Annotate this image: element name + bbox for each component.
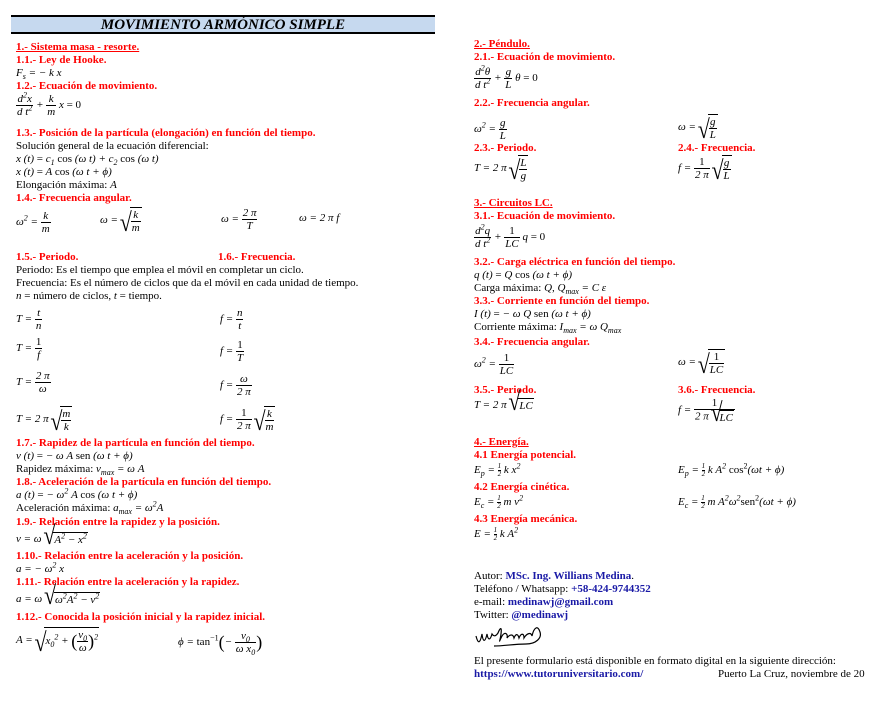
subheading-1-5: 1.5.- Periodo. [16, 251, 79, 263]
formula-lc-motion: $\frac{d^2q}{d t^2}$ + $\frac{1}{LC}$ q = 0 [475, 222, 546, 250]
formula-velocity: v (t) = − ω A sen (ω t + ϕ) [16, 450, 133, 462]
email-link[interactable]: medinawj@gmail.com [507, 596, 614, 608]
subheading-1-6: 1.6.- Frecuencia. [218, 251, 296, 263]
text-frequency-definition: Frecuencia: Es el número de ciclos que da el móvil en cada unidad de tiempo. [16, 277, 359, 289]
formula-mechanical-energy: E = $\frac{1}{2}$ k $A^2$ [474, 525, 519, 542]
text-max-acceleration: Aceleración máxima: $a_{max} = \omega^2A$ [16, 499, 164, 517]
subheading-1-1: 1.1.- Ley de Hooke. [16, 54, 107, 66]
formula-lc-omega: ω = √ $\frac{1}{LC}$ [678, 349, 725, 376]
formula-lc-omega-squared: $\omega^2$ = $\frac{1}{LC}$ [474, 352, 514, 377]
subheading-1-8: 1.8.- Aceleración de la partícula en función del tiempo. [16, 476, 272, 488]
subheading-1-2: 1.2.- Ecuación de movimiento. [16, 80, 158, 92]
formula-frequency-n-t: f = $\frac{n}{t}$ [220, 307, 243, 332]
formula-frequency-1-t: f = $\frac{1}{T}$ [220, 339, 244, 364]
subheading-3-1: 3.1.- Ecuación de movimiento. [474, 210, 616, 222]
author-name: MSc. Ing. Willians Medina [505, 570, 632, 582]
formula-pendulum-frequency: f = $\frac{1}{2 \pi}$ √ $\frac{g}{L}$ [678, 155, 732, 182]
formula-velocity-position: v = ω √ $A^2 - x^2$ [16, 532, 88, 547]
formula-period-omega: T = $\frac{2 \pi}{\omega}$ [16, 370, 50, 395]
author-line: Autor: MSc. Ing. Willians Medina. [474, 570, 635, 582]
subheading-2-1: 2.1.- Ecuación de movimiento. [474, 51, 616, 63]
subheading-4-2: 4.2 Energía cinética. [474, 481, 570, 493]
formula-pendulum-omega-squared: $\omega^2$ = $\frac{g}{L}$ [474, 117, 506, 142]
subheading-4-1: 4.1 Energía potencial. [474, 449, 577, 461]
formula-acceleration-velocity: a = ω √ $\omega^2A^2 - v^2$ [16, 592, 100, 607]
subheading-1-3: 1.3.- Posición de la partícula (elongación) en función del tiempo. [16, 127, 316, 139]
text-max-charge: Carga máxima: Q, $Q_{max} = C$ ε [474, 282, 607, 297]
formula-omega-frequency: ω = 2 π f [299, 212, 340, 224]
phone-number[interactable]: +58-424-9744352 [571, 583, 651, 595]
subheading-1-11: 1.11.- Relación entre la aceleración y la rapidez. [16, 576, 240, 588]
formula-current: I (t) = − ω Q sen (ω t + ϕ) [474, 308, 591, 320]
formula-kinetic-energy: $E_c$ = $\frac{1}{2}$ m $v^2$ [474, 493, 524, 511]
formula-omega-period: ω = $\frac{2 \pi}{T}$ [221, 207, 257, 232]
section-heading-2: 2.- Péndulo. [474, 38, 530, 50]
formula-acceleration-position: a = − $\omega^2$ x [16, 560, 65, 575]
subheading-3-5: 3.5.- Periodo. [474, 384, 537, 396]
phone-line: Teléfono / Whatsapp: +58-424-9744352 [474, 583, 651, 595]
section-heading-1: 1.- Sistema masa - resorte. [16, 41, 140, 53]
subheading-4-3: 4.3 Energía mecánica. [474, 513, 578, 525]
text-period-definition: Periodo: Es el tiempo que emplea el móvil en completar un ciclo. [16, 264, 304, 276]
formula-general-solution: x $(t) = c_1$ cos (ω $t) + c_2$ cos (ω t) [16, 153, 159, 168]
formula-lc-frequency: f = $\frac{1}{2 \pi √ LC}$ [678, 397, 735, 424]
formula-frequency-mass-spring: f = $\frac{1}{2 \pi}$ √ $\frac{k}{m}$ [220, 406, 275, 433]
document-title: MOVIMIENTO ARMÓNICO SIMPLE [11, 15, 435, 34]
formula-pendulum-motion: $\frac{d^2\theta}{d t^2}$ + $\frac{g}{L}$ θ = 0 [475, 63, 538, 91]
text-max-elongation: Elongación máxima: A [16, 179, 117, 191]
formula-period-mass-spring: T = 2 π √ $\frac{m}{k}$ [16, 406, 72, 433]
formula-hooke: $F_s$ = − k x [16, 67, 62, 82]
website-link[interactable]: https://www.tutoruniversitario.com/ [474, 668, 644, 680]
subheading-1-9: 1.9.- Relación entre la rapidez y la posición. [16, 516, 220, 528]
place-date: Puerto La Cruz, noviembre de 20 [718, 668, 865, 680]
formula-frequency-omega: f = $\frac{\omega}{2 \pi}$ [220, 373, 251, 398]
subheading-3-4: 3.4.- Frecuencia angular. [474, 336, 590, 348]
formula-position: x (t) = A cos (ω t + ϕ) [16, 166, 112, 178]
subheading-1-4: 1.4.- Frecuencia angular. [16, 192, 132, 204]
section-heading-4: 4.- Energía. [474, 436, 529, 448]
subheading-1-12: 1.12.- Conocida la posición inicial y la rapidez inicial. [16, 611, 266, 623]
email-line: e-mail: medinawj@gmail.com [474, 596, 614, 608]
formula-pendulum-period: T = 2 π √ $\frac{L}{g}$ [474, 155, 528, 182]
subheading-1-7: 1.7.- Rapidez de la partícula en función del tiempo. [16, 437, 255, 449]
formula-kinetic-energy-time: $E_c$ = $\frac{1}{2}$ m $A^2\omega^2sen^2(\omega t + \phi)$ [678, 493, 796, 511]
text-general-solution: Solución general de la ecuación diferencial: [16, 140, 209, 152]
formula-potential-energy-time: $E_p$ = $\frac{1}{2}$ k $A^2$ $\cos^2(\omega t + \phi)$ [678, 461, 785, 479]
formula-period-1-f: T = $\frac{1}{f}$ [16, 336, 42, 361]
formula-phase-initial: $\phi = \tan^{-1}(-$ $\frac{v_0}{\omega x_0}$ ) [178, 630, 263, 658]
formula-omega-squared: $\omega^2$ = $\frac{k}{m}$ [16, 210, 50, 235]
formula-charge: q (t) = Q cos (ω t + ϕ) [474, 269, 572, 281]
subheading-2-4: 2.4.- Frecuencia. [678, 142, 756, 154]
text-max-velocity: Rapidez máxima: $v_{max} = \omega$ A [16, 463, 145, 478]
section-heading-3: 3.- Circuitos LC. [474, 197, 553, 209]
text-max-current: Corriente máxima: $I_{max} = \omega$ $Q_{max}$ [474, 321, 622, 336]
twitter-line: Twitter: @medinawj [474, 609, 569, 621]
subheading-2-3: 2.3.- Periodo. [474, 142, 537, 154]
formula-period-t-n: T = $\frac{t}{n}$ [16, 307, 42, 332]
formula-potential-energy: $E_p$ = $\frac{1}{2}$ k $x^2$ [474, 461, 521, 479]
subheading-3-3: 3.3.- Corriente en función del tiempo. [474, 295, 650, 307]
subheading-2-2: 2.2.- Frecuencia angular. [474, 97, 590, 109]
twitter-handle[interactable]: @medinawj [511, 609, 569, 621]
formula-motion-equation: $\frac{d^2x}{d t^2}$ + $\frac{k}{m}$ x = 0 [17, 90, 82, 118]
formula-lc-period: T = 2 π √ LC [474, 398, 534, 413]
formula-acceleration: a (t) = − $\omega^2$ A cos (ω t + ϕ) [16, 486, 138, 501]
text-variables: n = número de ciclos, t = tiempo. [16, 290, 162, 302]
signature-image [474, 622, 554, 650]
formula-pendulum-omega: ω = √ $\frac{g}{L}$ [678, 114, 718, 141]
formula-omega-sqrt: ω = √ $\frac{k}{m}$ [100, 207, 142, 234]
subheading-3-2: 3.2.- Carga eléctrica en función del tiempo. [474, 256, 676, 268]
availability-text: El presente formulario está disponible en formato digital en la siguiente dirección: [474, 655, 836, 667]
formula-amplitude-initial: A = √ $x_0^2$ + ( $\frac{v_0}{\omega}$ )$^2$ [16, 627, 99, 654]
subheading-3-6: 3.6.- Frecuencia. [678, 384, 756, 396]
subheading-1-10: 1.10.- Relación entre la aceleración y la posición. [16, 550, 244, 562]
